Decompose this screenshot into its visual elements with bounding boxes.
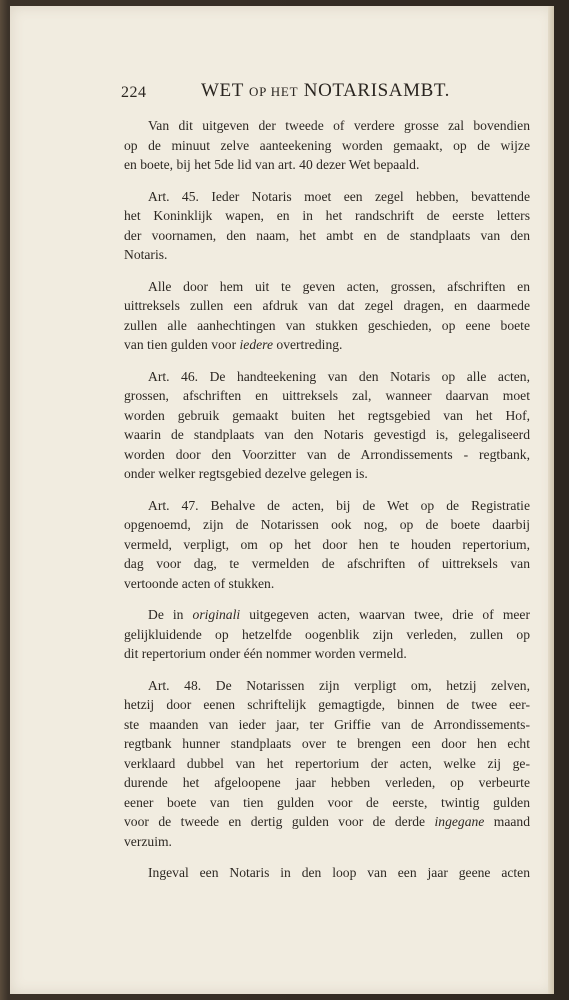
text-line: dit repertorium onder één nommer worden vermeld. xyxy=(124,646,407,661)
text-line: verklaard dubbel van het repertorium der acten, welke zij ge- xyxy=(124,755,530,771)
text-line: ste maanden van ieder jaar, ter Griffie van de Arrondissements- xyxy=(124,716,530,732)
text-line: onder welker regtsgebied dezelve gelegen is. xyxy=(124,466,368,481)
text-span: maand xyxy=(484,814,530,829)
text-line: vertoonde acten of stukken. xyxy=(124,575,275,591)
text-line: Notaris. xyxy=(124,247,168,262)
text-line: op de minuut zelve aanteekening worden gemaakt, op de wijze xyxy=(124,137,530,153)
text-line: en boete, bij het 5de lid van art. 40 dezer Wet bepaald. xyxy=(124,157,420,172)
paragraph-art-48 xyxy=(124,676,530,852)
paragraph-art-45 xyxy=(124,187,530,265)
text-line: verzuim. xyxy=(124,833,172,849)
text-line: eener boete van tien gulden voor de eerste, twintig gulden xyxy=(124,794,530,810)
text-line: Art. 47. Behalve de acten, bij de Wet op de Registratie xyxy=(148,497,530,513)
text-line: het Koninklijk wapen, en in het randschrift de eerste letters xyxy=(124,208,530,223)
text-line: worden door den Voorzitter van de Arrondissements - regtbank, xyxy=(124,446,530,462)
text-line: der voornamen, den naam, het ambt en de standplaats van den xyxy=(124,227,530,243)
text-line: Ingeval een Notaris in den loop van een jaar geene acten xyxy=(148,865,530,880)
text-line: dag voor dag, te vermelden de afschriften of uittreksels van xyxy=(124,556,530,571)
text-line: worden gebruik gemaakt buiten het regtsgebied van het Hof, xyxy=(124,407,530,423)
page-edge xyxy=(548,6,554,994)
page-header xyxy=(121,80,531,104)
running-title-part1: WET xyxy=(201,80,249,101)
running-title-smallcaps: OP HET xyxy=(248,84,299,99)
page-number: 224 xyxy=(121,84,147,101)
text-span: van tien gulden voor xyxy=(124,337,240,352)
text-span: overtreding. xyxy=(273,337,343,352)
text-line: hetzij door eenen schriftelijk gemagtigde, binnen de twee eer- xyxy=(124,697,530,712)
text-line: durende het afgeloopene jaar hebben verleden, op verbeurte xyxy=(124,775,530,790)
running-title xyxy=(201,80,450,102)
text-line: gelijkluidende op hetzelfde oogenblik zijn verleden, zullen op xyxy=(124,626,530,642)
text-line: waarin de standplaats van den Notaris gevestigd is, gelegaliseerd xyxy=(124,427,530,442)
text-line: zullen alle aanhechtingen van stukken geschieden, op eene boete xyxy=(124,317,530,333)
paragraph xyxy=(124,116,530,175)
text-line: Art. 48. De Notarissen zijn verpligt om, hetzij zelven, xyxy=(148,677,530,693)
italic-word: ingegane xyxy=(434,814,485,829)
text-line xyxy=(124,335,530,355)
text-line: uittreksels zullen een afdruk van dat zegel dragen, en daarmede xyxy=(124,298,530,313)
paragraph xyxy=(124,277,530,355)
italic-word: iedere xyxy=(239,337,273,352)
text-line xyxy=(124,605,530,625)
text-line: Art. 45. Ieder Notaris moet een zegel hebben, bevattende xyxy=(148,188,530,204)
body-text xyxy=(124,116,530,883)
text-line xyxy=(124,812,530,832)
text-line: grossen, afschriften en uittreksels zal, wanneer daarvan moet xyxy=(124,388,530,403)
text-span: De in xyxy=(148,607,193,622)
italic-word: originali xyxy=(192,607,241,622)
paragraph xyxy=(124,863,530,883)
text-span: voor de tweede en dertig gulden voor de derde xyxy=(124,814,435,829)
paragraph-art-46 xyxy=(124,367,530,484)
text-line: vermeld, verpligt, om op het door hen te houden repertorium, xyxy=(124,536,530,552)
text-line: opgenoemd, zijn de Notarissen ook nog, op de boete daarbij xyxy=(124,517,530,532)
text-line: regtbank hunner standplaats over te brengen een door hen echt xyxy=(124,736,530,751)
paragraph-art-47 xyxy=(124,496,530,594)
paragraph xyxy=(124,605,530,664)
running-title-part2: NOTARISAMBT. xyxy=(298,80,451,101)
text-span: uitgegeven acten, waarvan twee, drie of meer xyxy=(240,607,530,622)
text-line: Alle door hem uit te geven acten, grossen, afschriften en xyxy=(148,278,530,294)
text-line: Van dit uitgeven der tweede of verdere grosse zal bovendien xyxy=(148,118,530,133)
text-line: Art. 46. De handteekening van den Notaris op alle acten, xyxy=(148,368,530,384)
